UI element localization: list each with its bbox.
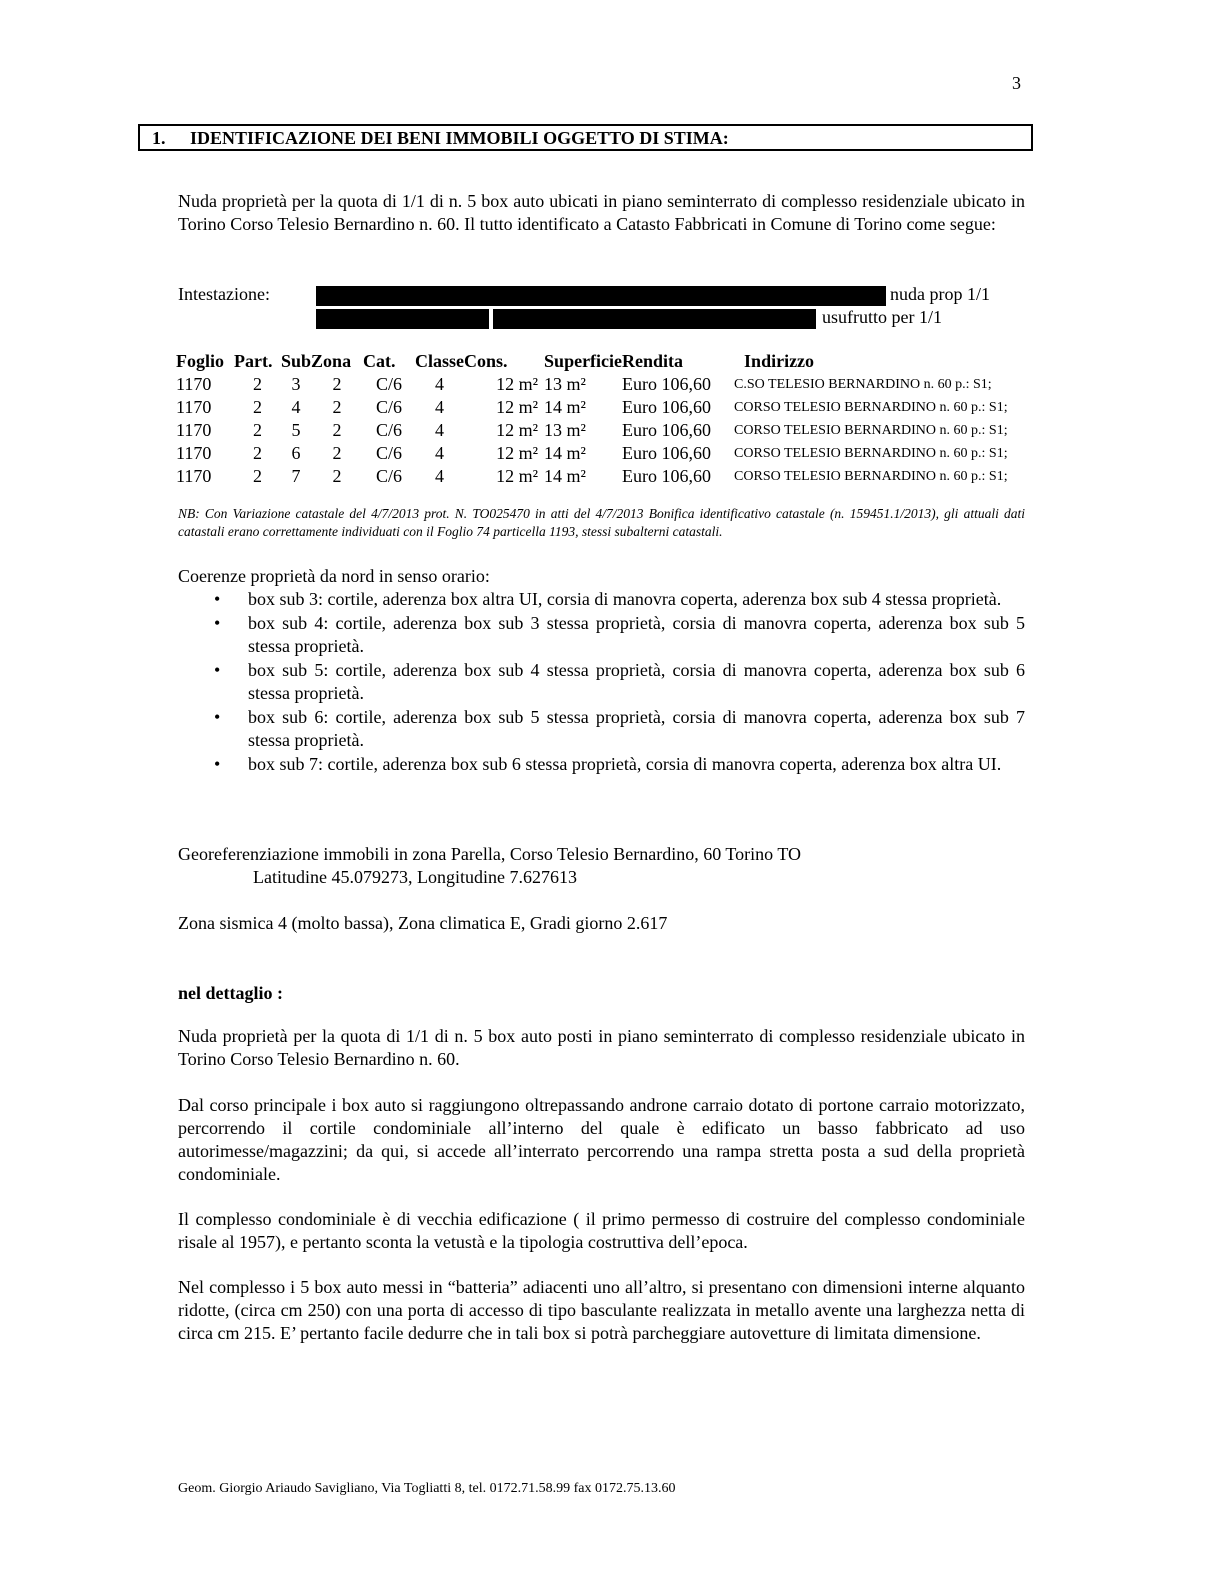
coerenze-heading: Coerenze proprietà da nord in senso orario: xyxy=(178,566,490,586)
list-item xyxy=(178,706,1025,752)
section-number: 1. xyxy=(152,128,166,148)
cell-cons: 12 m² xyxy=(496,397,539,417)
cell-foglio: 1170 xyxy=(176,374,212,394)
cell-cons: 12 m² xyxy=(496,443,539,463)
cell-indirizzo: CORSO TELESIO BERNARDINO n. 60 p.: S1; xyxy=(734,446,1008,461)
coerenze-list xyxy=(178,588,1025,777)
cell-cat: C/6 xyxy=(376,443,403,463)
cell-zona: 2 xyxy=(332,374,342,394)
cell-indirizzo: C.SO TELESIO BERNARDINO n. 60 p.: S1; xyxy=(734,377,992,392)
column-header: Part. xyxy=(234,351,273,371)
cell-superficie: 13 m² xyxy=(544,420,586,440)
cell-foglio: 1170 xyxy=(176,443,212,463)
dettaglio-heading: nel dettaglio : xyxy=(178,983,283,1003)
cell-zona: 2 xyxy=(332,420,342,440)
cell-zona: 2 xyxy=(332,443,342,463)
column-header: Rendita xyxy=(622,351,684,371)
intro-paragraph: Nuda proprietà per la quota di 1/1 di n. 5 box auto ubicati in piano seminterrato di complesso residenziale ubicato in Torino Corso Telesio Bernardino n. 60. Il tutto identificato a Catasto Fabbricati in Comune di Torino come segue: xyxy=(178,191,1025,234)
cell-sub: 7 xyxy=(291,466,301,486)
bullet-icon: • xyxy=(214,754,221,774)
list-item-text: box sub 7: cortile, aderenza box sub 6 stessa proprietà, corsia di manovra coperta, aderenza box altra UI. xyxy=(248,754,1002,774)
intestazione-label: Intestazione: xyxy=(178,284,270,304)
cell-part: 2 xyxy=(253,466,262,486)
column-header: Sub xyxy=(281,351,312,371)
list-item-text: box sub 6: cortile, aderenza box sub 5 stessa proprietà, corsia di manovra coperta, aderenza box sub 7 stessa proprietà. xyxy=(248,707,1025,750)
bullet-icon: • xyxy=(214,660,221,680)
column-header: Zona xyxy=(311,351,352,371)
catasto-table xyxy=(176,350,1008,488)
cell-part: 2 xyxy=(253,397,262,417)
table-row xyxy=(176,373,1008,396)
table-row xyxy=(176,465,1008,488)
georef-coordinates: Latitudine 45.079273, Longitudine 7.627613 xyxy=(253,867,577,887)
cell-part: 2 xyxy=(253,374,262,394)
cell-cat: C/6 xyxy=(376,466,403,486)
column-header: Cons. xyxy=(464,351,508,371)
cell-foglio: 1170 xyxy=(176,466,212,486)
dettaglio-paragraph-2: Dal corso principale i box auto si raggiungono oltrepassando androne carraio dotato di portone carraio motorizzato, percorrendo il cortile condominiale all’interno del quale è edificato un basso fabbricato ad uso autorimesse/magazzini; da qui, si accede all’interrato percorrendo una rampa stretta posta a sud della proprietà condominiale. xyxy=(178,1095,1025,1184)
cell-superficie: 14 m² xyxy=(544,397,586,417)
list-item xyxy=(178,612,1025,658)
list-item-text: box sub 4: cortile, aderenza box sub 3 stessa proprietà, corsia di manovra coperta, aderenza box sub 5 stessa proprietà. xyxy=(248,613,1025,656)
list-item-text: box sub 3: cortile, aderenza box altra UI, corsia di manovra coperta, aderenza box sub 4 stessa proprietà. xyxy=(248,589,1002,609)
list-item-text: box sub 5: cortile, aderenza box sub 4 stessa proprietà, corsia di manovra coperta, aderenza box sub 6 stessa proprietà. xyxy=(248,660,1025,703)
nb-note: NB: Con Variazione catastale del 4/7/2013 prot. N. TO025470 in atti del 4/7/2013 Bonifica identificativo catastale (n. 159451.1/2013), gli attuali dati catastali erano correttamente individuati con il Foglio 74 particella 1193, stessi subalterni catastali. xyxy=(178,506,1025,539)
dettaglio-paragraph-3: Il complesso condominiale è di vecchia edificazione ( il primo permesso di costruire del complesso condominiale risale al 1957), e pertanto sconta la vetustà e la tipologia costruttiva dell’epoca. xyxy=(178,1209,1025,1252)
cell-part: 2 xyxy=(253,443,262,463)
dettaglio-paragraph-4: Nel complesso i 5 box auto messi in “batteria” adiacenti uno all’altro, si presentano con dimensioni interne alquanto ridotte, (circa cm 250) con una porta di accesso di tipo basculante realizzata in metallo avente una larghezza netta di circa cm 215. E’ pertanto facile dedurre che in tali box si potrà parcheggiare autovetture di limitata dimensione. xyxy=(178,1277,1025,1343)
column-header: Superficie xyxy=(544,351,623,371)
cell-superficie: 14 m² xyxy=(544,443,586,463)
cell-cat: C/6 xyxy=(376,420,403,440)
cell-cons: 12 m² xyxy=(496,420,539,440)
page-footer: Geom. Giorgio Ariaudo Savigliano, Via Togliatti 8, tel. 0172.71.58.99 fax 0172.75.13.60 xyxy=(178,1481,676,1496)
cell-part: 2 xyxy=(253,420,262,440)
cell-indirizzo: CORSO TELESIO BERNARDINO n. 60 p.: S1; xyxy=(734,469,1008,484)
intestazione-nuda-prop: nuda prop 1/1 xyxy=(890,284,990,304)
cell-zona: 2 xyxy=(332,397,342,417)
bullet-icon: • xyxy=(214,589,221,609)
cell-superficie: 13 m² xyxy=(544,374,586,394)
cell-sub: 6 xyxy=(291,443,301,463)
section-heading xyxy=(138,124,1033,151)
redaction-bar xyxy=(316,309,489,329)
section-title: IDENTIFICAZIONE DEI BENI IMMOBILI OGGETTO DI STIMA: xyxy=(190,128,729,148)
page-number: 3 xyxy=(1012,73,1021,93)
column-header: Classe xyxy=(415,351,465,371)
cell-cons: 12 m² xyxy=(496,374,539,394)
cell-cat: C/6 xyxy=(376,397,403,417)
cell-rendita: Euro 106,60 xyxy=(622,374,712,394)
list-item xyxy=(178,588,1025,611)
column-header: Cat. xyxy=(363,351,396,371)
cell-rendita: Euro 106,60 xyxy=(622,397,712,417)
cell-foglio: 1170 xyxy=(176,420,212,440)
georef-line: Georeferenziazione immobili in zona Parella, Corso Telesio Bernardino, 60 Torino TO xyxy=(178,844,801,864)
cell-zona: 2 xyxy=(332,466,342,486)
cell-cat: C/6 xyxy=(376,374,403,394)
table-row xyxy=(176,442,1008,465)
cell-rendita: Euro 106,60 xyxy=(622,420,712,440)
zona-info: Zona sismica 4 (molto bassa), Zona climatica E, Gradi giorno 2.617 xyxy=(178,913,668,933)
table-row xyxy=(176,396,1008,419)
column-header: Foglio xyxy=(176,351,224,371)
cell-sub: 3 xyxy=(291,374,301,394)
cell-rendita: Euro 106,60 xyxy=(622,466,712,486)
bullet-icon: • xyxy=(214,707,221,727)
cell-sub: 5 xyxy=(291,420,301,440)
cell-classe: 4 xyxy=(435,466,445,486)
cell-classe: 4 xyxy=(435,397,445,417)
cell-foglio: 1170 xyxy=(176,397,212,417)
list-item xyxy=(178,753,1025,776)
dettaglio-paragraph-1: Nuda proprietà per la quota di 1/1 di n. 5 box auto posti in piano seminterrato di complesso residenziale ubicato in Torino Corso Telesio Bernardino n. 60. xyxy=(178,1026,1025,1069)
list-item xyxy=(178,659,1025,705)
column-header: Indirizzo xyxy=(744,351,815,371)
cell-sub: 4 xyxy=(291,397,301,417)
cell-cons: 12 m² xyxy=(496,466,539,486)
cell-classe: 4 xyxy=(435,420,445,440)
bullet-icon: • xyxy=(214,613,221,633)
intestazione-usufrutto: usufrutto per 1/1 xyxy=(822,307,942,327)
table-row xyxy=(176,419,1008,442)
cell-classe: 4 xyxy=(435,374,445,394)
redaction-bar xyxy=(493,309,816,329)
redaction-bar xyxy=(316,286,886,306)
cell-rendita: Euro 106,60 xyxy=(622,443,712,463)
table-header-row xyxy=(176,350,1008,373)
cell-classe: 4 xyxy=(435,443,445,463)
cell-superficie: 14 m² xyxy=(544,466,586,486)
cell-indirizzo: CORSO TELESIO BERNARDINO n. 60 p.: S1; xyxy=(734,400,1008,415)
cell-indirizzo: CORSO TELESIO BERNARDINO n. 60 p.: S1; xyxy=(734,423,1008,438)
